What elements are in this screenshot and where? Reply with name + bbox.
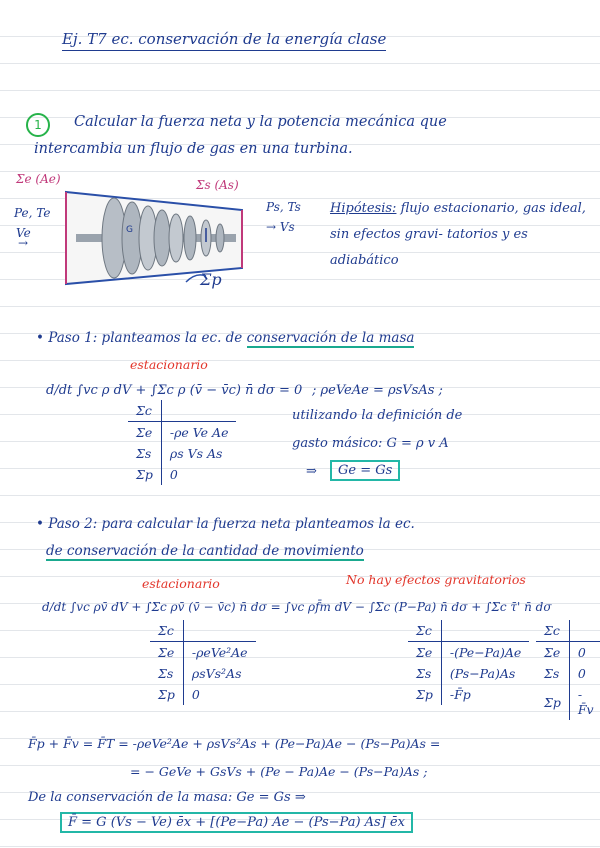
step1-mass-equation: d/dt ∫vc ρ dV + ∫Σc ρ (v̄ − v̄c) n̄ dσ = 0 (46, 383, 303, 398)
step2-annotation-no-gravity: No hay efectos gravitatorios (346, 572, 526, 587)
hypotheses-block (330, 196, 590, 274)
final-force-result: F̄ = G (Vs − Ve) ēx + [(Pe−Pa) Ae − (Ps−Pa) As] ēx (60, 812, 413, 833)
problem-number-badge: 1 (26, 113, 50, 137)
table-row: Σs 0 (536, 663, 600, 684)
inlet-state-label: Pe, Te (14, 206, 51, 220)
force-equation-line-2: = − GeVe + GsVs + (Pe − Pa)Ae − (Ps−Pa)As ; (130, 764, 428, 779)
table-row: Σs ρs Vs As (128, 443, 236, 464)
mass-conservation-line: De la conservación de la masa: Ge = Gs ⇒ (28, 790, 306, 805)
sigma-p-label: Σp (200, 270, 222, 289)
table-row: Σc (150, 620, 256, 642)
inlet-velocity-label: Ve (16, 226, 31, 240)
step2-momentum-equation: d/dt ∫vc ρv̄ dV + ∫Σc ρv̄ (v̄ − v̄c) n̄ dσ = ∫vc ρf̄m dV − ∫Σc (P−Pa) n̄ dσ + ∫Σc τ̄' n̄ dσ (42, 600, 552, 614)
table-row: Σp -F̄p (408, 684, 529, 705)
table-row: Σc (128, 400, 236, 422)
step1-heading (36, 330, 414, 346)
step1-surface-table (128, 400, 236, 485)
step2-heading-line-1: • Paso 2: para calcular la fuerza neta planteamos la ec. (36, 516, 415, 532)
outlet-state-label: Ps, Ts (266, 200, 301, 214)
table-row: Σs ρsVs²As (150, 663, 256, 684)
table-row: Σc (408, 620, 529, 642)
table-row: Σp 0 (128, 464, 236, 485)
hypotheses-text: flujo estacionario, gas ideal, sin efectos gravi- tatorios y es adiabático (330, 201, 586, 268)
step1-note-line-1: utilizando la definición de (292, 408, 463, 423)
table-row: Σe -ρeVe²Ae (150, 642, 256, 664)
table-row: Σe -ρe Ve Ae (128, 422, 236, 444)
step1-mass-equality: ; ρeVeAe = ρsVsAs ; (312, 383, 443, 398)
step1-highlight: conservación de la masa (246, 330, 415, 346)
step1-note-line-2: gasto másico: G = ρ v A (292, 436, 449, 451)
inlet-arrow-icon: → (18, 236, 29, 250)
sigma-p-pointer-icon (186, 275, 206, 282)
table-row: Σp -F̄v (536, 684, 600, 720)
force-equation-line-1: F̄p + F̄v = F̄T = -ρeVe²Ae + ρsVs²As + (Pe−Pa)Ae − (Ps−Pa)As = (28, 736, 441, 751)
turbine-illustration (56, 184, 250, 294)
hypotheses-label: Hipótesis: (330, 201, 397, 216)
result-arrow-icon: ⇒ (306, 464, 317, 479)
step1-result-box: Ge = Gs (330, 460, 400, 481)
problem-line-1: Calcular la fuerza neta y la potencia mecánica que (74, 114, 447, 130)
step2-pressure-table (408, 620, 529, 705)
shaft-label: G (126, 225, 133, 235)
table-row: Σe 0 (536, 642, 600, 664)
sigma-s-label: Σs (As) (196, 178, 239, 192)
problem-line-2: intercambia un flujo de gas en una turbina. (34, 141, 353, 157)
step1-prefix: • Paso 1: planteamos la ec. de (36, 330, 243, 346)
table-row: Σc (536, 620, 600, 642)
step2-viscous-table (536, 620, 600, 720)
outlet-velocity-label: → Vs (266, 220, 295, 234)
table-row: Σs (Ps−Pa)As (408, 663, 529, 684)
step2-annotation-steady: estacionario (142, 576, 220, 591)
table-row: Σe -(Pe−Pa)Ae (408, 642, 529, 664)
table-row: Σp 0 (150, 684, 256, 705)
step2-momentum-flux-table (150, 620, 256, 705)
step2-heading-line-2: de conservación de la cantidad de movimiento (46, 543, 364, 559)
sigma-e-label: Σe (Ae) (16, 172, 61, 186)
page-title: Ej. T7 ec. conservación de la energía clase (62, 30, 386, 51)
step1-annotation-steady: estacionario (130, 357, 208, 372)
